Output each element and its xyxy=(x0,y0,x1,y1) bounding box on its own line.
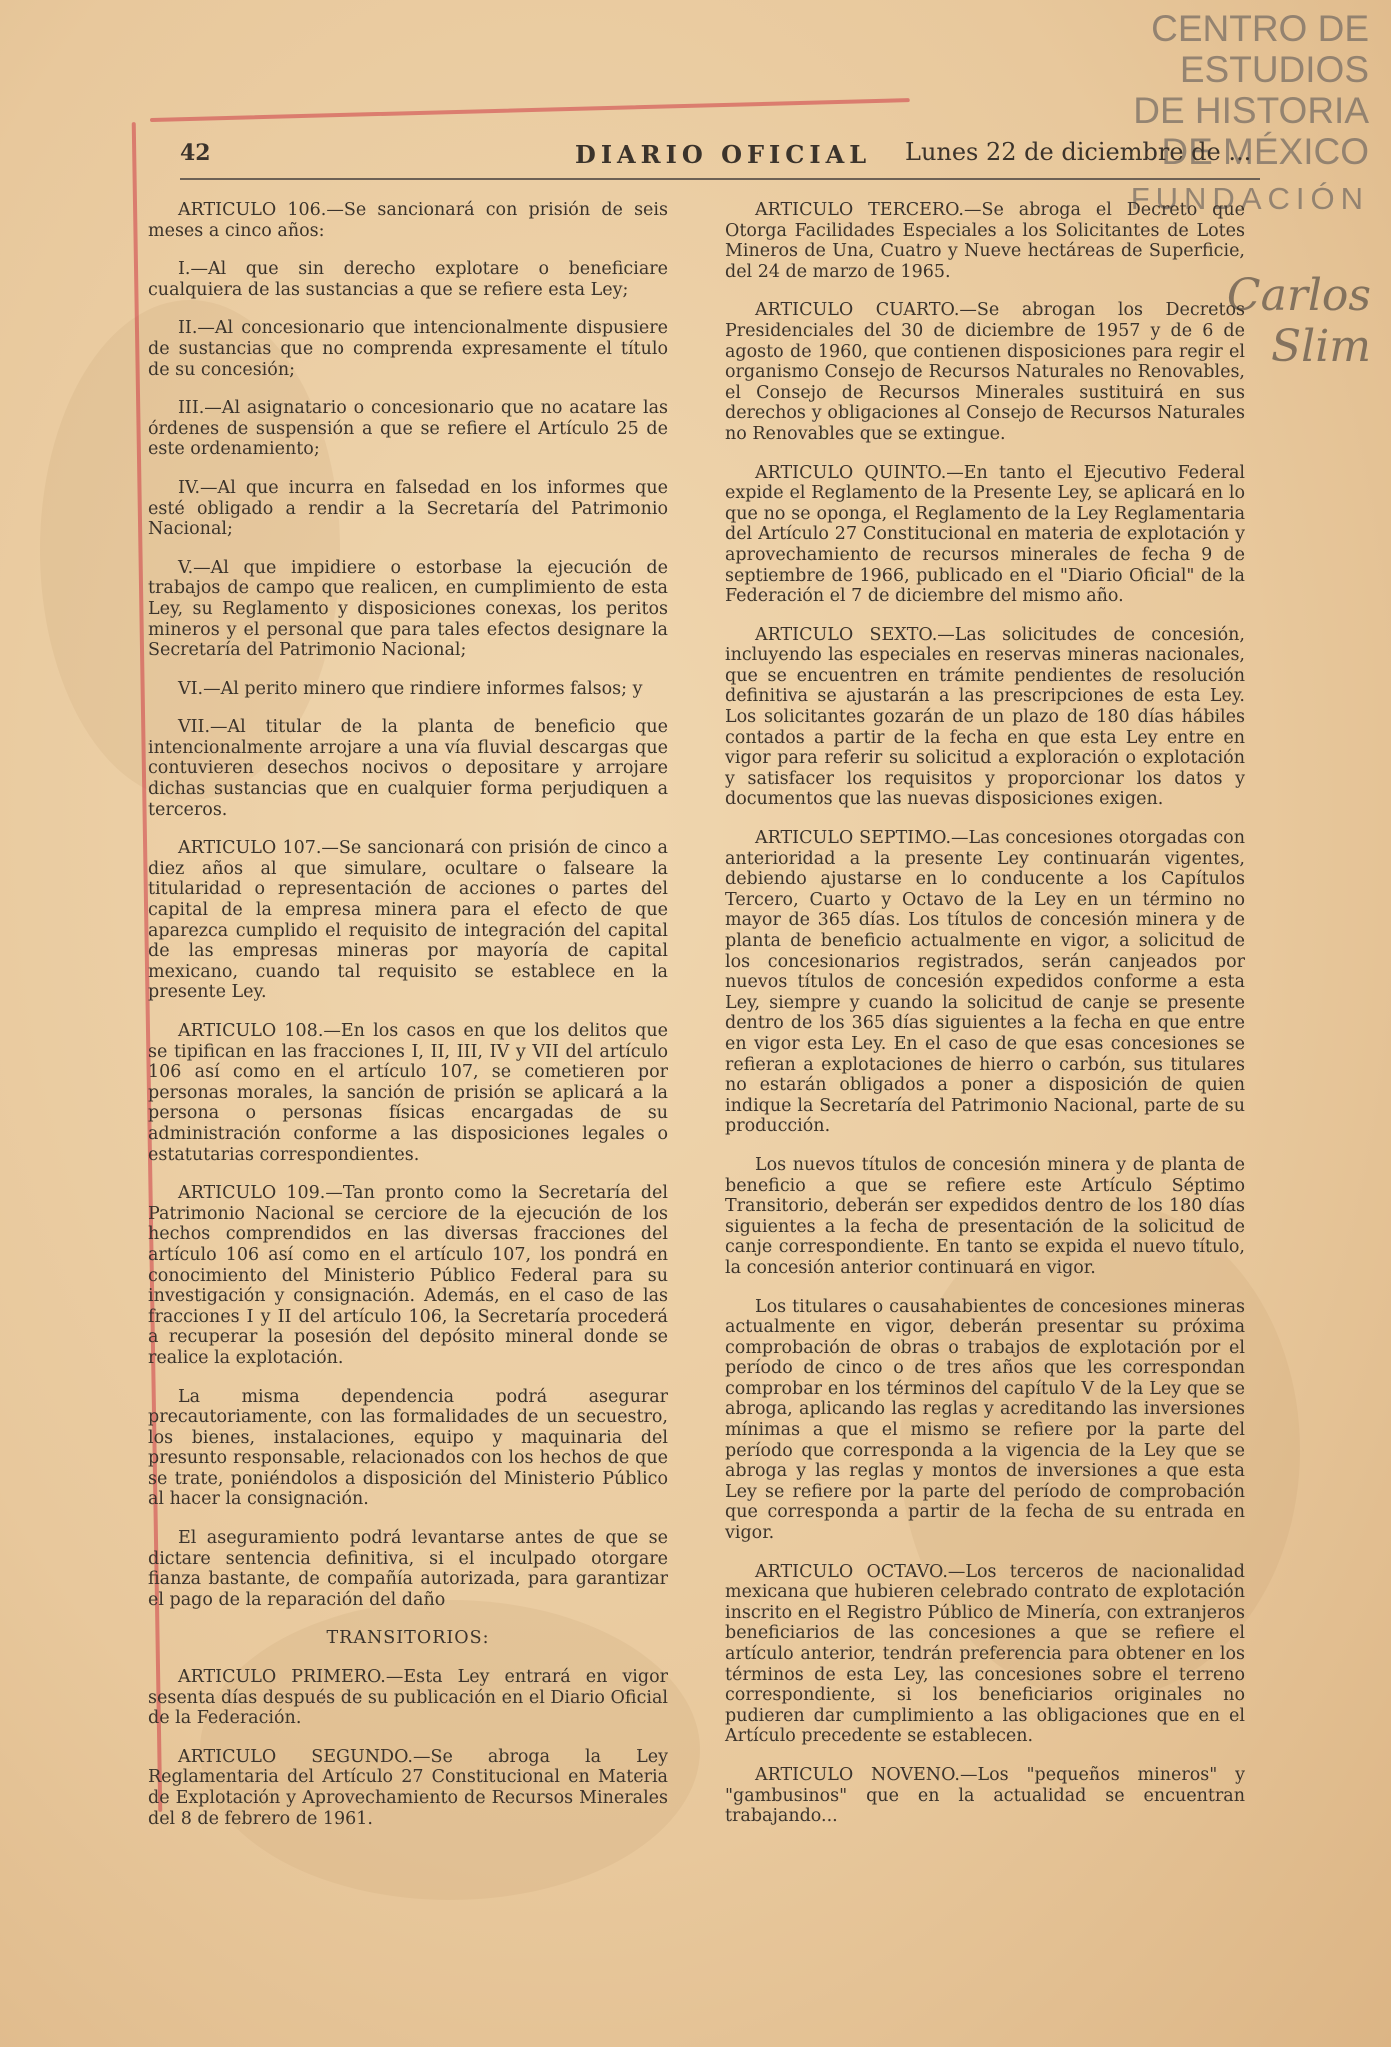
article-paragraph: ARTICULO SEXTO.—Las solicitudes de concesión, incluyendo las especiales en reservas mineras nacionales, que se encuentren en trámite pendientes de resolución definitiva se ajustarán a las prescripciones de esta Ley. Los solicitantes gozarán de un plazo de 180 días hábiles contados a partir de la fecha en que esta Ley entre en vigor para referir su solicitud a exploración o explotación y satisfacer los requisitos y proporcionar los datos y documentos que las nuevas disposiciones exigen. xyxy=(725,624,1245,810)
article-paragraph: La misma dependencia podrá asegurar precautoriamente, con las formalidades de un secuestro, los bienes, instalaciones, equipo y maquinaria del presunto responsable, relacionados con los hechos de que se trate, poniéndolos a disposición del Ministerio Público al hacer la consignación. xyxy=(148,1386,668,1510)
article-paragraph: I.—Al que sin derecho explotare o beneficiare cualquiera de las sustancias a que se refiere esta Ley; xyxy=(148,259,668,300)
page-number: 42 xyxy=(180,140,211,166)
article-paragraph: IV.—Al que incurra en falsedad en los informes que esté obligado a rendir a la Secretaría del Patrimonio Nacional; xyxy=(148,477,668,540)
article-paragraph: VI.—Al perito minero que rindiere informes falsos; y xyxy=(178,678,643,699)
watermark-line: CENTRO DE xyxy=(1151,8,1369,49)
watermark-line: DE MÉXICO xyxy=(1161,131,1369,172)
article-paragraph: ARTICULO 109.—Tan pronto como la Secretaría del Patrimonio Nacional se cerciore de la ejecución de los hechos comprendidos en las diversas fracciones del artículo 106 así como en el artículo 107, los pondrá en conocimiento del Ministerio Público Federal para su investigación y consignación. Además, en el caso de las fracciones I y II del artículo 106, la Secretaría procederá a recuperar la posesión del depósito mineral donde se realice la explotación. xyxy=(148,1183,668,1368)
article-paragraph: ARTICULO TERCERO.—Se abroga el Decreto que Otorga Facilidades Especiales a los Solicitantes de Lotes Mineros de Una, Cuatro y Nueve hectáreas de Superficie, del 24 de marzo de 1965. xyxy=(725,200,1245,282)
left-column xyxy=(148,200,668,1847)
article-paragraph: V.—Al que impidiere o estorbase la ejecución de trabajos de campo que realicen, en cumplimiento de esta Ley, su Reglamento y disposiciones conexas, los peritos mineros y el personal que para tales efectos designare la Secretaría del Patrimonio Nacional; xyxy=(148,557,668,661)
article-paragraph: ARTICULO 108.—En los casos en que los delitos que se tipifican en las fracciones I, II, III, IV y VII del artículo 106 así como en el artículo 107, se cometieren por personas morales, la sanción de prisión se aplicará a la persona o personas físicas encargadas de su administración conforme a las disposiciones legales o estatutarias correspondientes. xyxy=(148,1021,668,1165)
newspaper-title: DIARIO OFICIAL xyxy=(575,140,872,169)
article-paragraph: El aseguramiento podrá levantarse antes de que se dictare sentencia definitiva, si el inculpado otorgare fianza bastante, de compañía autorizada, para garantizar el pago de la reparación del daño xyxy=(148,1528,668,1610)
article-paragraph: Los titulares o causahabientes de concesiones mineras actualmente en vigor, deberán presentar su próxima comprobación de obras o trabajos de explotación por el período de cinco o de tres años que les correspondan comprobar en los términos del capítulo V de la Ley que se abroga, aplicando las reglas y acreditando las inversiones mínimas a que el mismo se refiere por la parte del período que corresponda a la vigencia de la Ley que se abroga y las reglas y montos de inversiones a que esta Ley se refiere por la parte del período de comprobación que corresponda a partir de la fecha de su entrada en vigor. xyxy=(725,1296,1245,1544)
right-column xyxy=(725,200,1245,1845)
archive-watermark xyxy=(1109,8,1369,219)
article-paragraph: VII.—Al titular de la planta de beneficio que intencionalmente arrojare a una vía fluvial descargas que contuvieren desechos nocivos o depositare y arrojare dichas sustancias que en cualquier forma perjudiquen a terceros. xyxy=(148,717,668,820)
watermark-line: ESTUDIOS xyxy=(1179,49,1369,90)
article-paragraph: ARTICULO PRIMERO.—Esta Ley entrará en vigor sesenta días después de su publicación en el Diario Oficial de la Federación. xyxy=(148,1667,668,1729)
section-heading: TRANSITORIOS: xyxy=(326,1628,490,1649)
article-paragraph: ARTICULO CUARTO.—Se abrogan los Decretos Presidenciales del 30 de diciembre de 1957 y de 6 de agosto de 1960, que contienen disposiciones para regir el organismo Consejo de Recursos Naturales no Renovables, el Consejo de Recursos Minerales sustituirá en sus derechos y obligaciones al Consejo de Recursos Naturales no Renovables que se extingue. xyxy=(725,300,1245,444)
article-paragraph: III.—Al asignatario o concesionario que no acatare las órdenes de suspensión a que se refiere el Artículo 25 de este ordenamiento; xyxy=(148,398,668,460)
article-paragraph: ARTICULO OCTAVO.—Los terceros de nacionalidad mexicana que hubieren celebrado contrato de explotación inscrito en el Registro Público de Minería, con extranjeros beneficiarios de las concesiones a que se refiere el artículo anterior, tendrán preferencia para obtener en los términos de esta Ley, las concesiones sobre el terreno correspondiente, si los beneficiarios originales no pudieren dar cumplimiento a las obligaciones que en el Artículo precedente se establecen. xyxy=(725,1561,1245,1747)
article-paragraph: II.—Al concesionario que intencionalmente dispusiere de sustancias que no comprenda expresamente el título de su concesión; xyxy=(148,318,668,380)
article-paragraph: ARTICULO QUINTO.—En tanto el Ejecutivo Federal expide el Reglamento de la Presente Ley, se aplicará en lo que no se oponga, el Reglamento de la Ley Reglamentaria del Artículo 27 Constitucional en materia de explotación y aprovechamiento de recursos minerales de fecha 9 de septiembre de 1966, publicado en el "Diario Oficial" de la Federación el 7 de diciembre del mismo año. xyxy=(725,462,1245,607)
article-paragraph: ARTICULO 106.—Se sancionará con prisión de seis meses a cinco años: xyxy=(148,200,668,241)
watermark-line: FUNDACIÓN xyxy=(1130,181,1369,216)
article-paragraph: Los nuevos títulos de concesión minera y de planta de beneficio a que se refiere este Artículo Séptimo Transitorio, deberán ser expedidos dentro de los 180 días siguientes a la fecha de presentación de la solicitud de canje correspondiente. En tanto se expida el nuevo título, la concesión anterior continuará en vigor. xyxy=(725,1154,1245,1278)
article-paragraph: ARTICULO NOVENO.—Los "pequeños mineros" y "gambusinos" que en la actualidad se encuentran trabajando... xyxy=(725,1764,1245,1827)
page-header xyxy=(180,140,1260,180)
article-paragraph: ARTICULO 107.—Se sancionará con prisión de cinco a diez años al que simulare, ocultare o falseare la titularidad o representación de acciones o partes del capital de la empresa minera para el efecto de que aparezca cumplido el requisito de integración del capital de las empresas mineras por mayoría de capital mexicano, cuando tal requisito se establece en la presente Ley. xyxy=(148,838,668,1003)
issue-date: Lunes 22 de diciembre de ... xyxy=(905,138,1252,166)
article-paragraph: ARTICULO SEGUNDO.—Se abroga la Ley Reglamentaria del Artículo 27 Constitucional en Materia de Explotación y Aprovechamiento de Recursos Minerales del 8 de febrero de 1961. xyxy=(148,1746,668,1829)
signature: Carlos Slim xyxy=(1226,270,1371,372)
watermark-line: DE HISTORIA xyxy=(1133,90,1369,131)
article-paragraph: ARTICULO SEPTIMO.—Las concesiones otorgadas con anterioridad a la presente Ley continuarán vigentes, debiendo ajustarse en lo conducente a los Capítulos Tercero, Cuarto y Octavo de la Ley en un término no mayor de 365 días. Los títulos de concesión minera y de planta de beneficio actualmente en vigor, a solicitud de los concesionarios registrados, serán canjeados por nuevos títulos de concesión expedidos conforme a esta Ley, siempre y cuando la solicitud de canje se presente dentro de los 365 días siguientes a la fecha en que entre en vigor esta Ley. En el caso de que esas concesiones se refieran a explotaciones de hierro o carbón, sus titulares no estarán obligados a poner a disposición de quien indique la Secretaría del Patrimonio Nacional, parte de su producción. xyxy=(725,828,1245,1137)
header-rule xyxy=(180,178,1260,180)
